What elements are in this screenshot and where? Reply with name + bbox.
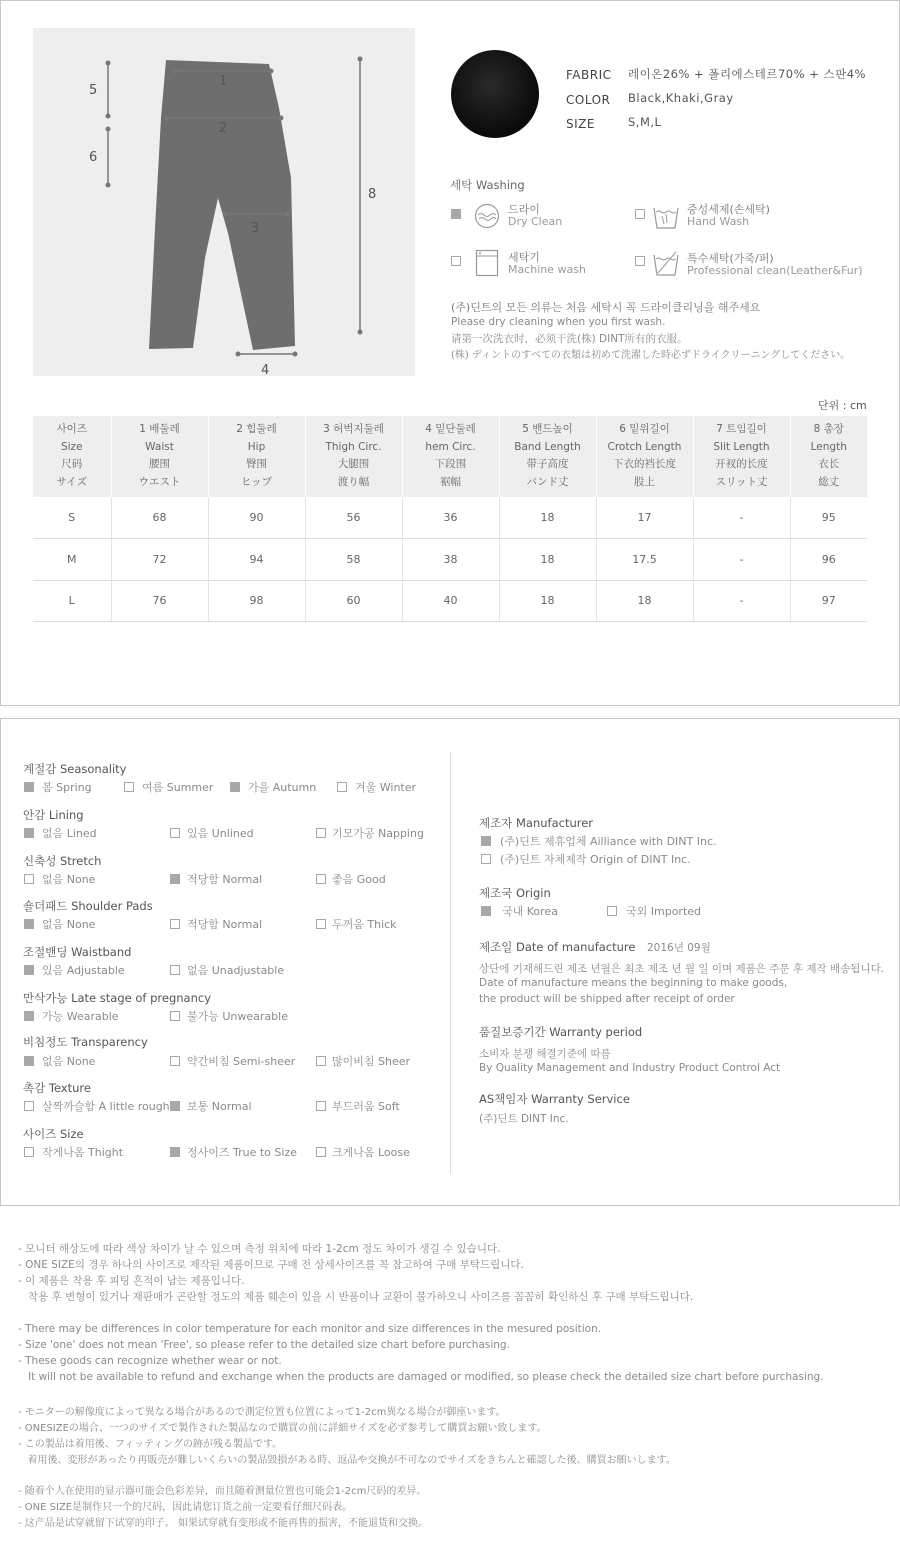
table-cell: S bbox=[33, 497, 111, 539]
manufacture-date-note: the product will be shipped after receipt of order bbox=[479, 993, 735, 1005]
attr-title-pregnancy: 만삭가능 Late stage of pregnancy bbox=[23, 991, 212, 1005]
washing-label-ko: 중성세제(손세탁) bbox=[687, 203, 770, 216]
attr-checkbox[interactable] bbox=[24, 1147, 34, 1157]
manufacture-date-value: 2016년 09월 bbox=[647, 942, 711, 954]
attr-option: 없음 None bbox=[42, 873, 96, 886]
attr-checkbox[interactable] bbox=[337, 782, 347, 792]
attr-option: 보통 Normal bbox=[187, 1100, 252, 1113]
header-thigh: 3 허벅지둘레 Thigh Circ. 大腿围 渡り幅 bbox=[305, 416, 402, 497]
attr-checkbox[interactable] bbox=[124, 782, 134, 792]
attr-option: 작게나옴 Thight bbox=[42, 1146, 124, 1159]
attr-option: 두꺼움 Thick bbox=[332, 918, 397, 931]
attr-title-stretch: 신축성 Stretch bbox=[23, 854, 102, 868]
as-service-title: AS책임자 Warranty Service bbox=[479, 1092, 630, 1106]
table-cell: - bbox=[693, 580, 790, 622]
professional-clean-icon bbox=[652, 249, 680, 277]
manufacture-date-note: Date of manufacture means the beginning to make goods, bbox=[479, 977, 788, 989]
attr-title-waistband: 조절밴딩 Waistband bbox=[23, 945, 132, 959]
attr-option: 있음 Adjustable bbox=[42, 964, 125, 977]
marker-2: 2 bbox=[219, 121, 228, 136]
footer-note: - ONESIZEの場合、一つのサイズで製作された製品なので購買の前に詳細サイズを必ず参考して購買お願い致します。 bbox=[18, 1423, 547, 1434]
attr-title-texture: 촉감 Texture bbox=[23, 1081, 91, 1095]
washing-title: 세탁 Washing bbox=[450, 178, 525, 192]
attr-option: 가능 Wearable bbox=[42, 1010, 119, 1023]
unit-label: 단위 : cm bbox=[818, 399, 867, 412]
attr-option: 불가능 Unwearable bbox=[187, 1010, 288, 1023]
attr-checkbox[interactable] bbox=[170, 1056, 180, 1066]
footer-note: 착용 후 변형이 있거나 재판매가 곤란할 정도의 제품 훼손이 있을 시 반품이나 교환이 불가하오니 사이즈를 꼼꼼히 확인하신 후 구매 부탁드립니다. bbox=[18, 1291, 694, 1303]
footer-note: - ONE SIZE是制作只一个的尺码，因此请您订货之前一定要看仔细尺码表。 bbox=[18, 1502, 353, 1513]
attr-checkbox[interactable] bbox=[24, 874, 34, 884]
table-cell: 38 bbox=[402, 539, 499, 581]
attr-option: 약간비침 Semi-sheer bbox=[187, 1055, 296, 1068]
table-row bbox=[33, 539, 867, 581]
attr-option: 크게나옴 Loose bbox=[332, 1146, 410, 1159]
attr-checkbox[interactable] bbox=[170, 965, 180, 975]
table-row bbox=[33, 580, 867, 622]
washing-checkbox[interactable] bbox=[451, 256, 461, 266]
manufacturer-option: (주)딘트 제휴업체 Ailliance with DINT Inc. bbox=[500, 835, 717, 848]
footer-note: - 这产品是试穿就留下试穿的印子。 如果试穿就有变形或不能再售的损害，不能退货和交换。 bbox=[18, 1518, 428, 1529]
attr-checkbox[interactable] bbox=[316, 1101, 326, 1111]
washing-note: 请第一次洗衣时，必须干洗(株) DINT所有的衣服。 bbox=[451, 333, 688, 345]
washing-label-en: Dry Clean bbox=[508, 215, 563, 228]
attr-option: 부드러움 Soft bbox=[332, 1100, 400, 1113]
attr-checkbox[interactable] bbox=[316, 874, 326, 884]
marker-1: 1 bbox=[219, 74, 228, 89]
footer-note: - Size 'one' does not mean 'Free', so please refer to the detailed size chart before purchasing. bbox=[18, 1339, 510, 1351]
attr-option: 적당함 Normal bbox=[187, 918, 263, 931]
table-cell: 98 bbox=[208, 580, 305, 622]
attr-option: 없음 None bbox=[42, 1055, 96, 1068]
attr-title-shoulder-pads: 숄더패드 Shoulder Pads bbox=[23, 899, 153, 913]
attr-option: 가을 Autumn bbox=[248, 781, 317, 794]
table-cell: 36 bbox=[402, 497, 499, 539]
table-cell: 90 bbox=[208, 497, 305, 539]
footer-note: 着用後、変形があったり再販売が難しいくらいの製品毀損がある時、返品や交換が不可なのでサイズをきちんと確認した後、購買お願いします。 bbox=[18, 1455, 676, 1466]
origin-title: 제조국 Origin bbox=[479, 886, 551, 900]
table-cell: 17.5 bbox=[596, 539, 693, 581]
attr-checkbox[interactable] bbox=[170, 874, 180, 884]
manufacture-date-note: 상단에 기재해드린 제조 년월은 최초 제조 년 월 일 이며 제품은 주문 후 제작 배송됩니다. bbox=[479, 963, 885, 975]
attr-option: 겨울 Winter bbox=[355, 781, 417, 794]
attr-title-lining: 안감 Lining bbox=[23, 808, 84, 822]
attr-option: 좋음 Good bbox=[332, 873, 386, 886]
as-service-note: (주)딘트 DINT Inc. bbox=[479, 1113, 569, 1125]
washing-note: (주)딘트의 모든 의류는 처음 세탁시 꼭 드라이클리닝을 해주세요 bbox=[451, 301, 761, 314]
attr-title-seasonality: 계절감 Seasonality bbox=[23, 762, 127, 776]
attr-checkbox[interactable] bbox=[316, 1056, 326, 1066]
header-size: 사이즈 Size 尺码 サイズ bbox=[33, 416, 111, 497]
machine-wash-icon bbox=[475, 249, 499, 277]
washing-label-ko: 특수세탁(가죽/퍼) bbox=[687, 252, 774, 265]
warranty-note: By Quality Management and Industry Product Control Act bbox=[479, 1062, 781, 1074]
table-cell: 58 bbox=[305, 539, 402, 581]
marker-3: 3 bbox=[251, 221, 260, 236]
marker-5: 5 bbox=[89, 83, 98, 98]
header-slit: 7 트임길이 Slit Length 开衩的长度 スリット丈 bbox=[693, 416, 790, 497]
attr-checkbox[interactable] bbox=[170, 1101, 180, 1111]
header-band: 5 밴드높이 Band Length 带子高度 バンド丈 bbox=[499, 416, 596, 497]
attr-option: 없음 None bbox=[42, 918, 96, 931]
washing-label-ko: 세탁기 bbox=[508, 251, 540, 264]
spec-label: COLOR bbox=[566, 93, 611, 107]
table-cell: 18 bbox=[596, 580, 693, 622]
footer-note: - この製品は着用後、フィッティングの跡が残る製品です。 bbox=[18, 1439, 283, 1450]
washing-label-en: Machine wash bbox=[508, 263, 586, 276]
table-cell: M bbox=[33, 539, 111, 581]
footer-note: - These goods can recognize whether wear or not. bbox=[18, 1355, 282, 1367]
washing-label-en: Professional clean(Leather&Fur) bbox=[687, 264, 863, 277]
washing-label-en: Hand Wash bbox=[687, 215, 750, 228]
attr-option: 기모가공 Napping bbox=[332, 827, 424, 840]
header-hem: 4 밑단둘레 hem Circ. 下段围 裾幅 bbox=[402, 416, 499, 497]
attr-checkbox[interactable] bbox=[170, 919, 180, 929]
table-cell: 18 bbox=[499, 580, 596, 622]
attr-checkbox[interactable] bbox=[24, 1101, 34, 1111]
spec-fabric bbox=[566, 64, 612, 83]
attr-checkbox[interactable] bbox=[316, 919, 326, 929]
washing-note: Please dry cleaning when you first wash. bbox=[451, 316, 666, 328]
attr-checkbox[interactable] bbox=[24, 1011, 34, 1021]
table-cell: 96 bbox=[790, 539, 867, 581]
attr-checkbox[interactable] bbox=[316, 1147, 326, 1157]
origin-option: 국외 Imported bbox=[626, 905, 702, 918]
table-cell: L bbox=[33, 580, 111, 622]
attr-checkbox[interactable] bbox=[24, 782, 34, 792]
spec-value: Black,Khaki,Gray bbox=[628, 91, 734, 105]
footer-note: - ONE SIZE의 경우 하나의 사이즈로 제작된 제품이므로 구매 전 상세사이즈를 꼭 참고하여 구매 부탁드립니다. bbox=[18, 1259, 524, 1271]
table-cell: 68 bbox=[111, 497, 208, 539]
warranty-note: 소비자 분쟁 해결기준에 따름 bbox=[479, 1048, 611, 1060]
spec-color bbox=[566, 89, 610, 108]
table-cell: 18 bbox=[499, 497, 596, 539]
header-crotch: 6 밑위길이 Crotch Length 下衣的裆长度 股上 bbox=[596, 416, 693, 497]
washing-note: (株) ディントのすべての衣類は初めて洗濯した時必ずドライクリーニングしてください。 bbox=[451, 350, 851, 361]
washing-checkbox[interactable] bbox=[635, 256, 645, 266]
hand-wash-icon bbox=[652, 202, 680, 230]
footer-note: - モニターの解像度によって異なる場合があるので測定位置も位置によって1-2cm異なる場合が御座います。 bbox=[18, 1407, 506, 1418]
marker-6: 6 bbox=[89, 150, 98, 165]
attr-option: 정사이즈 True to Size bbox=[187, 1146, 297, 1159]
table-cell: 72 bbox=[111, 539, 208, 581]
washing-checkbox[interactable] bbox=[451, 209, 461, 219]
manufacturer-checkbox[interactable] bbox=[481, 836, 491, 846]
table-cell: - bbox=[693, 497, 790, 539]
manufacturer-checkbox[interactable] bbox=[481, 854, 491, 864]
spec-label: FABRIC bbox=[566, 68, 612, 82]
spec-size bbox=[566, 113, 595, 132]
spec-label: SIZE bbox=[566, 117, 595, 131]
washing-label-ko: 드라이 bbox=[508, 203, 540, 216]
table-cell: 18 bbox=[499, 539, 596, 581]
header-waist: 1 배둘레 Waist 腰围 ウエスト bbox=[111, 416, 208, 497]
attr-title-transparency: 비침정도 Transparency bbox=[23, 1035, 148, 1049]
table-row bbox=[33, 497, 867, 539]
table-cell: 94 bbox=[208, 539, 305, 581]
size-table bbox=[33, 416, 867, 622]
attr-checkbox[interactable] bbox=[24, 965, 34, 975]
manufacturer-option: (주)딘트 자체제작 Origin of DINT Inc. bbox=[500, 853, 691, 866]
dry-clean-icon bbox=[474, 203, 500, 229]
header-length: 8 총장 Length 衣长 総丈 bbox=[790, 416, 867, 497]
table-cell: 97 bbox=[790, 580, 867, 622]
spec-value: 레이온26% + 폴리에스테르70% + 스판4% bbox=[628, 67, 866, 81]
marker-8: 8 bbox=[368, 187, 377, 202]
table-cell: - bbox=[693, 539, 790, 581]
attr-option: 없음 Unadjustable bbox=[187, 964, 285, 977]
table-cell: 76 bbox=[111, 580, 208, 622]
manufacturer-title: 제조자 Manufacturer bbox=[479, 816, 594, 830]
header-hip: 2 힙둘레 Hip 臀围 ヒップ bbox=[208, 416, 305, 497]
size-table-header bbox=[33, 416, 867, 497]
spec-value: S,M,L bbox=[628, 115, 662, 129]
attr-checkbox[interactable] bbox=[316, 828, 326, 838]
attr-checkbox[interactable] bbox=[24, 828, 34, 838]
footer-note: It will not be available to refund and exchange when the products are damaged or modified, so please check the detailed size chart before purchasing. bbox=[18, 1371, 824, 1383]
origin-option: 국내 Korea bbox=[502, 905, 558, 918]
attr-title-size: 사이즈 Size bbox=[23, 1127, 84, 1141]
color-swatch bbox=[451, 50, 539, 138]
attr-option: 봄 Spring bbox=[42, 781, 92, 794]
origin-checkbox[interactable] bbox=[607, 906, 617, 916]
attr-checkbox[interactable] bbox=[24, 1056, 34, 1066]
attr-checkbox[interactable] bbox=[230, 782, 240, 792]
attr-option: 여름 Summer bbox=[142, 781, 214, 794]
footer-note: - 随着个人在使用的显示器可能会色彩差异，而且随着测量位置也可能会1-2cm尺码的差异。 bbox=[18, 1486, 427, 1497]
attr-checkbox[interactable] bbox=[170, 1011, 180, 1021]
table-cell: 56 bbox=[305, 497, 402, 539]
attr-checkbox[interactable] bbox=[170, 1147, 180, 1157]
attr-option: 많이비침 Sheer bbox=[332, 1055, 411, 1068]
attr-checkbox[interactable] bbox=[170, 828, 180, 838]
marker-4: 4 bbox=[261, 363, 270, 378]
table-cell: 60 bbox=[305, 580, 402, 622]
origin-checkbox[interactable] bbox=[481, 906, 491, 916]
attr-option: 적당함 Normal bbox=[187, 873, 263, 886]
attr-option: 있음 Unlined bbox=[187, 827, 254, 840]
footer-note: - 모니터 해상도에 따라 색상 차이가 날 수 있으며 측정 위치에 따라 1-2cm 정도 차이가 생길 수 있습니다. bbox=[18, 1243, 501, 1255]
attr-option: 없음 Lined bbox=[42, 827, 97, 840]
attr-checkbox[interactable] bbox=[24, 919, 34, 929]
footer-note: - 이 제품은 착용 후 피팅 흔적이 남는 제품입니다. bbox=[18, 1275, 245, 1287]
washing-checkbox[interactable] bbox=[635, 209, 645, 219]
attr-option: 살짝까슬함 A little rough bbox=[42, 1100, 170, 1113]
table-cell: 17 bbox=[596, 497, 693, 539]
table-cell: 40 bbox=[402, 580, 499, 622]
panel-divider bbox=[450, 752, 451, 1174]
manufacture-date-title: 제조일 Date of manufacture bbox=[479, 940, 636, 954]
table-cell: 95 bbox=[790, 497, 867, 539]
warranty-title: 품질보증기간 Warranty period bbox=[479, 1025, 643, 1039]
footer-note: - There may be differences in color temperature for each monitor and size differences in the mesured position. bbox=[18, 1323, 602, 1335]
